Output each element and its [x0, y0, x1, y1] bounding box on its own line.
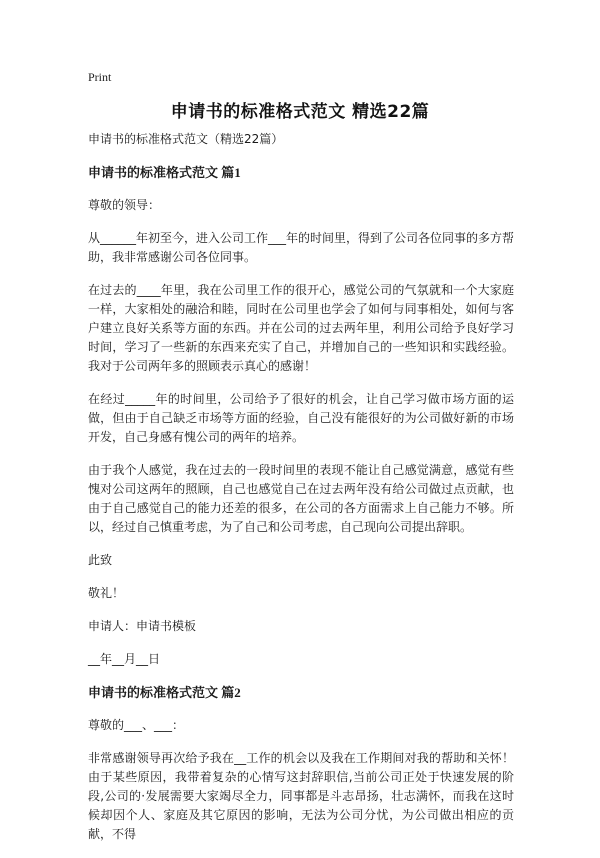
document-body [88, 130, 514, 858]
print-label: Print [88, 70, 112, 84]
section-heading-1: 申请书的标准格式范文 篇1 [88, 165, 241, 180]
paragraph: 从______年初至今，进入公司工作___年的时间里，得到了公司各位同事的多方帮助，我非常感谢公司各位同事。 [88, 231, 515, 264]
document-subtitle: 申请书的标准格式范文（精选22篇） [88, 132, 284, 146]
section-heading-2: 申请书的标准格式范文 篇2 [88, 685, 241, 700]
paragraph: 在经过_____年的时间里，公司给予了很好的机会，让自己学习做市场方面的运做，但由于自己缺乏市场等方面的经验，自己没有能很好的为公司做好新的市场开发，自己身感有愧公司的两年的培养。 [88, 392, 514, 444]
paragraph: 在过去的____年里，我在公司里工作的很开心，感觉公司的气氛就和一个大家庭一样，大家相处的融洽和睦，同时在公司里也学会了如何与同事相处，如何与客户建立良好关系等方面的东西。并在公司的过去两年里，利用公司给予良好学习时间，学习了一些新的东西来充实了自己，并增加自己的一些知识和实践经验。我对于公司两年多的照顾表示真心的感谢！ [88, 283, 514, 373]
document-title: 申请书的标准格式范文 精选22篇 [170, 102, 430, 122]
salutation-2: 尊敬的___、___： [88, 718, 185, 732]
date-line: __年__月__日 [88, 652, 161, 666]
applicant-line: 申请人：申请书模板 [88, 619, 197, 633]
closing-line-2: 敬礼！ [88, 586, 125, 600]
closing-line-1: 此致 [88, 553, 113, 567]
salutation-1: 尊敬的领导： [88, 198, 161, 212]
paragraph: 由于我个人感觉，我在过去的一段时间里的表现不能让自己感觉满意，感觉有些愧对公司这两年的照顾，自己也感觉自己在过去两年没有给公司做过点贡献，也由于自己感觉自己的能力还差的很多，在公司的各方面需求上自己能力不够。所以，经过自己慎重考虑，为了自己和公司考虑，自己现向公司提出辞职。 [88, 463, 514, 534]
paragraph: 非常感谢领导再次给予我在__工作的机会以及我在工作期间对我的帮助和关怀！由于某些原因，我带着复杂的心情写这封辞职信,当前公司正处于快速发展的阶段,公司的·发展需要大家竭尽全力，同事都是斗志昂扬，壮志满怀，而我在这时候却因个人、家庭及其它原因的影响，无法为公司分忧，为公司做出相应的贡献，不得 [88, 751, 514, 841]
